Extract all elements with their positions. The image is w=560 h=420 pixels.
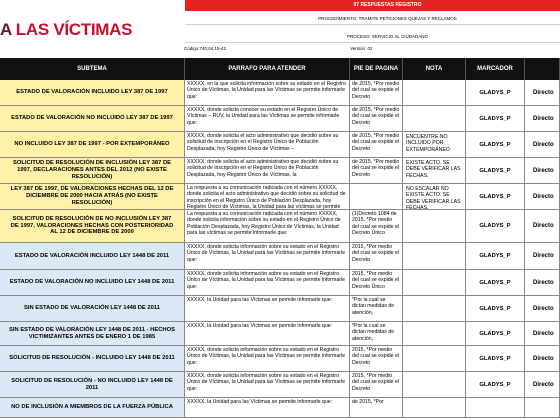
table-header bbox=[0, 58, 560, 80]
pie-cell[interactable]: 2015, *Por medio del cual se expide el Decreto bbox=[350, 346, 403, 371]
table-row[interactable] bbox=[0, 158, 560, 184]
parrafo-cell[interactable]: XXXXX, donde solicita información sobre su estado en el Registro Único de Víctimas, la Unidad para las Víctimas se permite informarle que: bbox=[185, 270, 350, 295]
table-row[interactable] bbox=[0, 210, 560, 243]
nota-cell[interactable]: EXISTE ACTO. SE DEBE VERIFICAR LAS FECHAS. bbox=[403, 158, 466, 183]
pie-cell[interactable]: de 2015, *Por medio del cual se expide el Decreto bbox=[350, 80, 403, 105]
marcador-cell[interactable]: GLADYS_P bbox=[466, 132, 525, 157]
subtema-cell[interactable]: LEY 387 DE 1997, DE VALORACIONES HECHAS DEL 12 DE DICIEMBRE DE 2000 HACIA ATRÁS (NO EXISTE RESOLUCIÓN) bbox=[0, 184, 185, 209]
pie-cell[interactable]: *Por la cual se dictan medidas de atención, bbox=[350, 322, 403, 345]
subtema-cell[interactable]: NO INCLUIDO LEY 387 DE 1997 - POR EXTEMPORÁNEO bbox=[0, 132, 185, 157]
marcador-cell[interactable]: GLADYS_P bbox=[466, 243, 525, 269]
parrafo-cell[interactable]: XXXXX, donde solicita información sobre su estado en el Registro Único de Víctimas, la Unidad para las Víctimas se permite informarle que: bbox=[185, 346, 350, 371]
parrafo-cell[interactable]: XXXXX, la Unidad para las Víctimas se permite informarle que: bbox=[185, 322, 350, 345]
directo-cell[interactable]: Directo bbox=[525, 106, 560, 131]
column-header-extra[interactable] bbox=[525, 58, 560, 80]
subtema-cell[interactable]: ESTADO DE VALORACIÓN NO INCLUIDO LEY 1448 DE 2011 bbox=[0, 270, 185, 295]
directo-cell[interactable]: Directo bbox=[525, 372, 560, 397]
header-process bbox=[185, 31, 560, 43]
directo-cell[interactable]: Directo bbox=[525, 296, 560, 321]
directo-cell[interactable]: Directo bbox=[525, 346, 560, 371]
marcador-cell[interactable]: GLADYS_P bbox=[466, 184, 525, 209]
parrafo-cell[interactable]: XXXXX, donde solicita el acto administrativo que decidió sobre su solicitud de inscripción en el Registro Único de Población Desplazada, hoy Registro Único de Víctimas – bbox=[185, 132, 350, 157]
nota-cell[interactable] bbox=[403, 270, 466, 295]
parrafo-cell[interactable]: XXXXX, la Unidad para las Víctimas se permite informarle que: bbox=[185, 398, 350, 417]
parrafo-cell[interactable]: La respuesta a su comunicación radicada con el número XXXXX, donde solicita información sobre su estado en el Registro Único de Población Desplazada, hoy Registro Único de Víctimas, la Unidad para las víctimas se permite informarle que: bbox=[185, 210, 350, 242]
table-row[interactable] bbox=[0, 106, 560, 132]
column-header-marcador[interactable]: MARCADOR bbox=[466, 58, 525, 80]
table-row[interactable] bbox=[0, 322, 560, 346]
parrafo-cell[interactable]: XXXXX, en la que solicita información sobre su estado en el Registro Único de Víctimas, la Unidad para las Víctimas se permite informarle que: bbox=[185, 80, 350, 105]
column-header-pie[interactable]: PIE DE PAGINA bbox=[350, 58, 403, 80]
directo-cell[interactable]: Directo bbox=[525, 322, 560, 345]
column-header-nota[interactable]: NOTA bbox=[403, 58, 466, 80]
table-row[interactable] bbox=[0, 372, 560, 398]
subtema-cell[interactable]: SOLICITUD DE RESOLUCIÓN DE NO INCLUSIÓN LEY 387 DE 1997, VALORACIONES HECHAS CON POSTERIORIDAD AL 12 DE DICIEMBRE DE 2000 bbox=[0, 210, 185, 242]
directo-cell[interactable] bbox=[525, 398, 560, 417]
subtema-cell[interactable]: SIN ESTADO DE VALORACIÓN LEY 1448 DE 2011 - HECHOS VICTIMIZANTES ANTES DE ENERO 1 DE 1985 bbox=[0, 322, 185, 345]
pie-cell[interactable]: 2015, *Por medio del cual se expide el Decreto bbox=[350, 372, 403, 397]
directo-cell[interactable]: Directo bbox=[525, 270, 560, 295]
logo-main: LAS VÍCTIMAS bbox=[15, 20, 133, 39]
subtema-cell[interactable]: ESTADO DE VALORACIÓN INCLUIDO LEY 1448 DE 2011 bbox=[0, 243, 185, 269]
pie-cell[interactable]: de 2015, *Por medio del cual se expide el Decreto bbox=[350, 132, 403, 157]
nota-cell[interactable] bbox=[403, 210, 466, 242]
marcador-cell[interactable]: GLADYS_P bbox=[466, 372, 525, 397]
subtema-cell[interactable]: SOLICITUD DE RESOLUCIÓN - NO INCLUIDO LEY 1448 DE 2011 bbox=[0, 372, 185, 397]
logo-text bbox=[0, 20, 132, 40]
directo-cell[interactable]: Directo bbox=[525, 243, 560, 269]
table-row[interactable] bbox=[0, 80, 560, 106]
pie-cell[interactable]: 2015, *Por medio del cual se expide el Decreto Único bbox=[350, 270, 403, 295]
table-row[interactable] bbox=[0, 270, 560, 296]
marcador-cell[interactable]: GLADYS_P bbox=[466, 270, 525, 295]
parrafo-cell[interactable]: XXXXX, la Unidad para las Víctimas se permite informarle que: bbox=[185, 296, 350, 321]
nota-cell[interactable] bbox=[403, 372, 466, 397]
parrafo-cell[interactable]: La respuesta a su comunicación radicada con el número XXXXX, donde solicita el acto administrativo que decidió sobre su solicitud de inscripción en el Registro Único de Población Desplazada, hoy Registro Único de Víctimas, la Unidad para las víctimas se permite bbox=[185, 184, 350, 209]
table-row[interactable] bbox=[0, 346, 560, 372]
pie-cell[interactable]: de 2015, *Por medio del cual se expide el Decreto bbox=[350, 106, 403, 131]
pie-cell[interactable]: (1)Decreto 1084 de 2015, *Por medio del cual se expide el Decreto Único bbox=[350, 210, 403, 242]
nota-cell[interactable] bbox=[403, 296, 466, 321]
marcador-cell[interactable]: GLADYS_P bbox=[466, 322, 525, 345]
nota-cell[interactable] bbox=[403, 322, 466, 345]
header-top-bar-label: 97 RESPUESTAS REGISTRO bbox=[353, 2, 422, 8]
parrafo-cell[interactable]: XXXXX, donde solicita información sobre su estado en el Registro Único de Víctimas, la Unidad para las Víctimas se permite informarle que: bbox=[185, 243, 350, 269]
document-code: Código:740,04,15-42 bbox=[184, 46, 227, 51]
table-row[interactable] bbox=[0, 243, 560, 270]
marcador-cell[interactable]: GLADYS_P bbox=[466, 80, 525, 105]
pie-cell[interactable]: 2015, *Por medio del cual se expide el Decreto bbox=[350, 243, 403, 269]
nota-cell[interactable]: NO ESCALAR NO EXISTE ACTO. SE DEBE VERIFICAR LAS FECHAS. bbox=[403, 184, 466, 209]
directo-cell[interactable]: Directo bbox=[525, 158, 560, 183]
header-top-bar bbox=[185, 0, 560, 11]
marcador-cell[interactable]: GLADYS_P bbox=[466, 210, 525, 242]
nota-cell[interactable] bbox=[403, 398, 466, 417]
process-label: PROCESO: SERVICIO AL CIUDADANO bbox=[346, 34, 429, 39]
subtema-cell[interactable]: ESTADO DE VALORACIÓN NO INCLUIDO LEY 387 DE 1997 bbox=[0, 106, 185, 131]
procedure-label: PROCEDIMIENTO: TRAMITE PETICIONES QUEJAS Y RECLAMOS bbox=[318, 16, 457, 21]
response-table bbox=[0, 58, 560, 420]
parrafo-cell[interactable]: XXXXX, donde solicita información sobre su estado en el Registro Único de Víctimas, la Unidad para las Víctimas se permite informarle que: bbox=[185, 372, 350, 397]
logo-prefix: A bbox=[0, 20, 12, 39]
logo bbox=[0, 0, 185, 58]
parrafo-cell[interactable]: XXXXX, donde solicita conocer su estado en el Registro Único de Víctimas – RUV, la Unidad para las Víctimas se permite informarle que: bbox=[185, 106, 350, 131]
directo-cell[interactable]: Directo bbox=[525, 80, 560, 105]
table-row[interactable] bbox=[0, 398, 560, 418]
nota-cell[interactable] bbox=[403, 243, 466, 269]
marcador-cell[interactable]: GLADYS_P bbox=[466, 106, 525, 131]
directo-cell[interactable]: Directo bbox=[525, 184, 560, 209]
directo-cell[interactable]: Directo bbox=[525, 210, 560, 242]
subtema-cell[interactable]: SOLICITUD DE RESOLUCIÓN - INCLUIDO LEY 1448 DE 2011 bbox=[0, 346, 185, 371]
marcador-cell[interactable]: GLADYS_P bbox=[466, 346, 525, 371]
pie-cell[interactable]: *Por la cual se dictan medidas de atención, bbox=[350, 296, 403, 321]
subtema-cell[interactable]: ESTADO DE VALORACIÓN INCLUIDO LEY 387 DE 1997 bbox=[0, 80, 185, 105]
column-header-parrafo[interactable]: PARRAFO PARA ATENDER bbox=[185, 58, 350, 80]
pie-cell[interactable]: de 2015, *Por medio del cual se expide el Decreto bbox=[350, 158, 403, 183]
column-header-subtema[interactable]: SUBTEMA bbox=[0, 58, 185, 80]
subtema-cell[interactable]: NO DE INCLUSIÓN A MIEMBROS DE LA FUERZA PÚBLICA bbox=[0, 398, 185, 417]
nota-cell[interactable] bbox=[403, 80, 466, 105]
parrafo-cell[interactable]: XXXXX, donde solicita el acto administrativo que decidió sobre su solicitud de inscripción en el Registro Único de Población Desplazada, hoy Registro Único de Víctimas, la bbox=[185, 158, 350, 183]
document-version: Versión: 02 bbox=[350, 46, 373, 51]
table-body bbox=[0, 80, 560, 418]
marcador-cell[interactable]: GLADYS_P bbox=[466, 158, 525, 183]
directo-cell[interactable]: Directo bbox=[525, 132, 560, 157]
marcador-cell[interactable]: GLADYS_P bbox=[466, 296, 525, 321]
pie-cell[interactable] bbox=[350, 184, 403, 209]
pie-cell[interactable]: de 2015, *Por bbox=[350, 398, 403, 417]
nota-cell[interactable] bbox=[403, 346, 466, 371]
table-row[interactable] bbox=[0, 184, 560, 210]
table-row[interactable] bbox=[0, 132, 560, 158]
marcador-cell[interactable] bbox=[466, 398, 525, 417]
subtema-cell[interactable]: SIN ESTADO DE VALORACIÓN LEY 1448 DE 2011 bbox=[0, 296, 185, 321]
subtema-cell[interactable]: SOLICITUD DE RESOLUCIÓN DE INCLUSIÓN LEY 387 DE 1997, DECLARACIONES ANTES DEL 2012 (NO EXISTE RESOLUCIÓN) bbox=[0, 158, 185, 183]
nota-cell[interactable]: ENCUENTRE NO INCLUIDO POR EXTEMPORÁNEO bbox=[403, 132, 466, 157]
header-procedure bbox=[185, 13, 560, 25]
table-row[interactable] bbox=[0, 296, 560, 322]
nota-cell[interactable] bbox=[403, 106, 466, 131]
